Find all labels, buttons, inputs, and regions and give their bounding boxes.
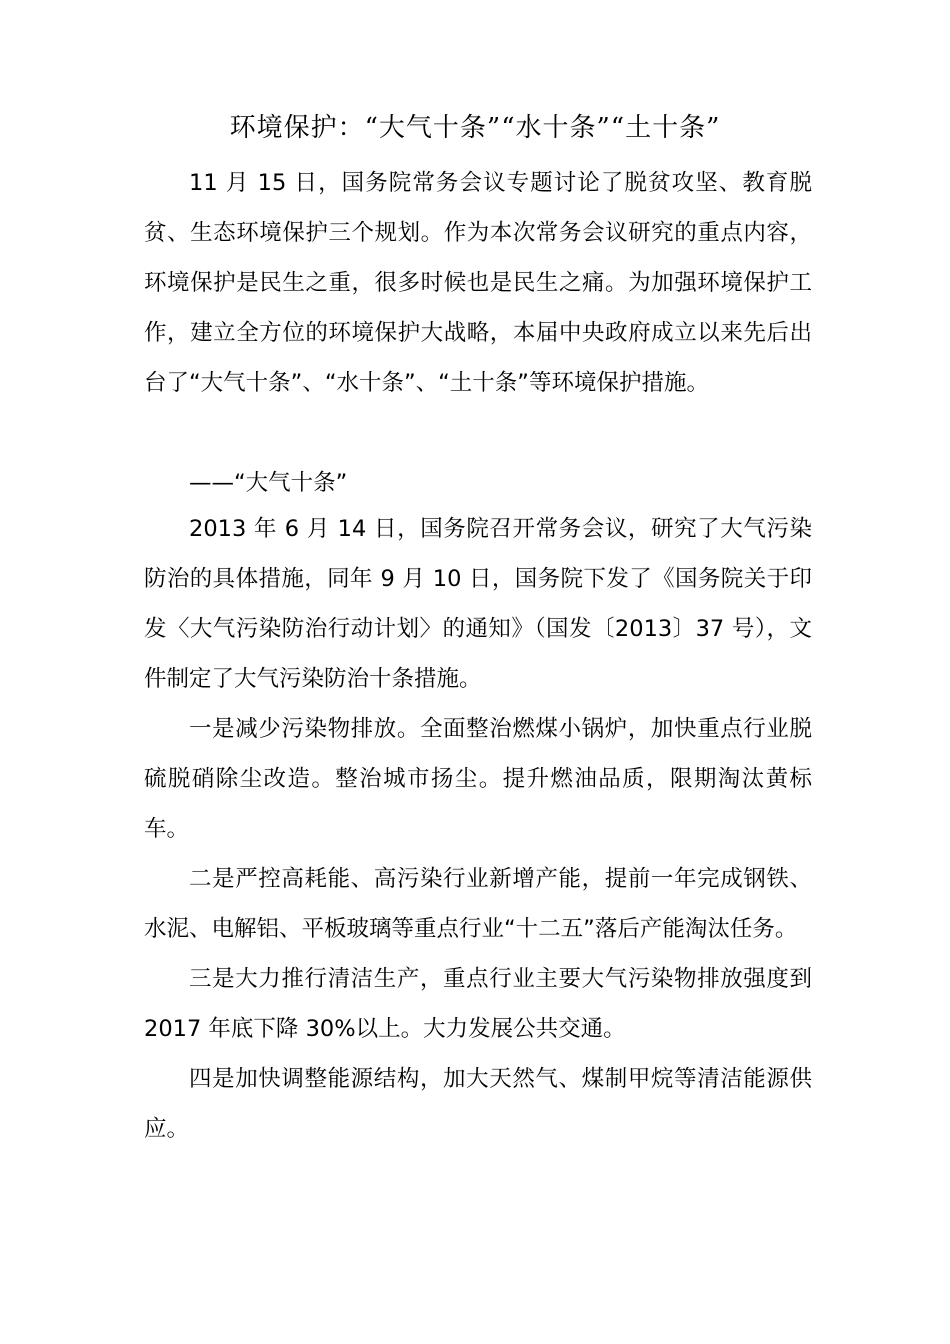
paragraph-air-background: 2013 年 6 月 14 日，国务院召开常务会议，研究了大气污染防治的具体措施，同年 9 月 10 日，国务院下发了《国务院关于印发〈大气污染防治行动计划〉的通知》（国发〔2013〕37 号），文件制定了大气污染防治十条措施。 <box>144 516 812 692</box>
paragraph-measure-one: 一是减少污染物排放。全面整治燃煤小锅炉，加快重点行业脱硫脱硝除尘改造。整治城市扬尘。提升燃油品质，限期淘汰黄标车。 <box>144 716 812 842</box>
paragraph-measure-three: 三是大力推行清洁生产，重点行业主要大气污染物排放强度到 2017 年底下降 30%以上。大力发展公共交通。 <box>144 966 812 1042</box>
paragraph-measure-four: 四是加快调整能源结构，加大天然气、煤制甲烷等清洁能源供应。 <box>144 1066 812 1142</box>
paragraph-measure-two: 二是严控高耗能、高污染行业新增产能，提前一年完成钢铁、水泥、电解铝、平板玻璃等重点行业“十二五”落后产能淘汰任务。 <box>144 866 812 942</box>
document-title: 环境保护：“大气十条”“水十条”“土十条” <box>229 113 721 143</box>
paragraph-intro: 11 月 15 日，国务院常务会议专题讨论了脱贫攻坚、教育脱贫、生态环境保护三个规划。作为本次常务会议研究的重点内容，环境保护是民生之重，很多时候也是民生之痛。为加强环境保护工作，建立全方位的环境保护大战略，本届中央政府成立以来先后出台了“大气十条”、“水十条”、“土十条”等环境保护措施。 <box>144 170 812 396</box>
section-heading-air: ——“大气十条” <box>189 470 348 496</box>
